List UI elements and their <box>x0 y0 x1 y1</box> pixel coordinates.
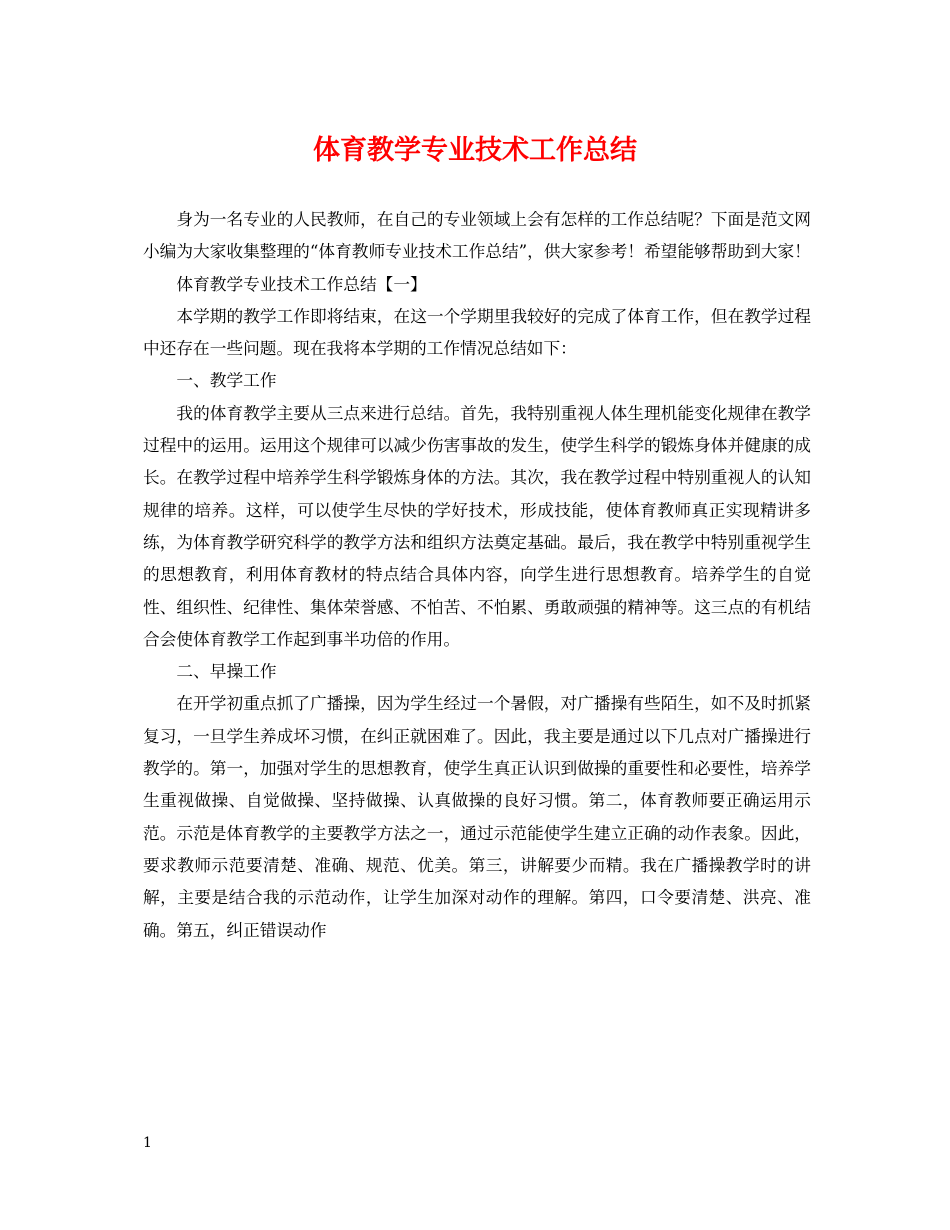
teaching-work-paragraph: 我的体育教学主要从三点来进行总结。首先，我特别重视人体生理机能变化规律在教学过程中的运用。运用这个规律可以减少伤害事故的发生，使学生科学的锻炼身体并健康的成长。在教学过程中培养学生科学锻炼身体的方法。其次，我在教学过程中特别重视人的认知规律的培养。这样，可以使学生尽快的学好技术，形成技能，使体育教师真正实现精讲多练，为体育教学研究科学的教学方法和组织方法奠定基础。最后，我在教学中特别重视学生的思想教育，利用体育教材的特点结合具体内容，向学生进行思想教育。培养学生的自觉性、组织性、纪律性、集体荣誉感、不怕苦、不怕累、勇敢顽强的精神等。这三点的有机结合会使体育教学工作起到事半功倍的作用。 <box>143 402 811 649</box>
subheading-teaching-work: 一、教学工作 <box>176 370 277 391</box>
morning-exercise-paragraph: 在开学初重点抓了广播操，因为学生经过一个暑假，对广播操有些陌生，如不及时抓紧复习，一旦学生养成坏习惯，在纠正就困难了。因此，我主要是通过以下几点对广播操进行教学的。第一，加强对学生的思想教育，使学生真正认识到做操的重要性和必要性，培养学生重视做操、自觉做操、坚持做操、认真做操的良好习惯。第二，体育教师要正确运用示范。示范是体育教学的主要教学方法之一，通过示范能使学生建立正确的动作表象。因此，要求教师示范要清楚、准确、规范、优美。第三，讲解要少而精。我在广播操教学时的讲解，主要是结合我的示范动作，让学生加深对动作的理解。第四，口令要清楚、洪亮、准确。第五，纠正错误动作 <box>143 693 811 940</box>
section-heading-part-one: 体育教学专业技术工作总结【一】 <box>176 273 427 294</box>
page-number: 1 <box>143 1135 152 1151</box>
document-body <box>143 203 811 946</box>
opening-paragraph: 本学期的教学工作即将结束，在这一个学期里我较好的完成了体育工作，但在教学过程中还存在一些问题。现在我将本学期的工作情况总结如下： <box>143 305 811 359</box>
document-title: 体育教学专业技术工作总结 <box>313 135 637 166</box>
subheading-morning-exercise: 二、早操工作 <box>176 661 277 682</box>
intro-paragraph: 身为一名专业的人民教师，在自己的专业领域上会有怎样的工作总结呢？下面是范文网小编为大家收集整理的“体育教师专业技术工作总结”，供大家参考！希望能够帮助到大家！ <box>143 209 811 262</box>
